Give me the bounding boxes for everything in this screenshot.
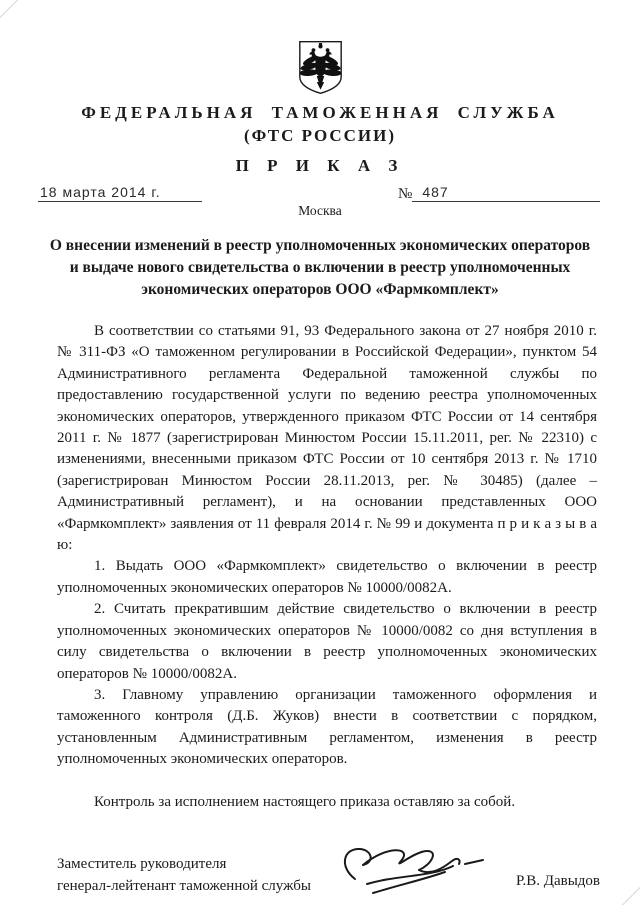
number-sign: № [398, 186, 413, 202]
date-field: 18 марта 2014 г. [38, 184, 202, 202]
title-line: экономических операторов ООО «Фармкомплект» [141, 281, 499, 298]
agency-abbreviation: (ФТС РОССИИ) [243, 126, 397, 145]
signer-name: Р.В. Давыдов [516, 872, 600, 889]
signature-block [0, 853, 640, 905]
title-line: и выдаче нового свидетельства о включении в реестр уполномоченных [69, 259, 571, 276]
signer-position-line: Заместитель руководителя [57, 855, 227, 872]
document-body [0, 321, 640, 813]
number-group [398, 184, 600, 202]
order-item-3: 3. Главному управлению организации таможенного оформления и таможенного контроля (Д.Б. Жуков) внести в соответствии с порядком, установленным Административным регламентом, изменения в реестр уполномоченных экономических операторов. [57, 686, 597, 768]
emblem-container [0, 0, 640, 95]
city-label: Москва [298, 203, 342, 218]
russia-coat-of-arms-icon [297, 40, 344, 95]
order-item-2: 2. Считать прекратившим действие свидетельство о включении в реестр уполномоченных экономических операторов № 10000/0082 со дня вступления в силу свидетельства о включении в реестр уполномоченных экономических операторов № 10000/0082А. [57, 601, 597, 682]
signer-position [57, 853, 311, 897]
agency-name: ФЕДЕРАЛЬНАЯ ТАМОЖЕННАЯ СЛУЖБА [81, 103, 559, 122]
date-number-row [0, 181, 640, 202]
signer-position-line: генерал-лейтенант таможенной службы [57, 877, 311, 894]
preamble-paragraph: В соответствии со статьями 91, 93 Федерального закона от 27 ноября 2010 г. № 311-ФЗ «О таможенном регулировании в Российской Федерации», пунктом 54 Административного регламента Федеральной таможенной службы по предоставлению государственной услуги по ведению реестра уполномоченных экономических операторов, утвержденного приказом ФТС России от 14 сентября 2011 г. № 1877 (зарегистрирован Минюстом России 15.11.2011, рег. № 22310) с изменениями, внесенными приказом ФТС России от 10 сентября 2013 г. № 1710 (зарегистрирован Минюстом России 28.11.2013, рег. № 30485) (далее – Административный регламент), и на основании представленных ООО «Фармкомплект» заявления от 11 февраля 2014 г. № 99 и документа п р и к а з ы в а ю: [57, 323, 597, 554]
document-type-heading: П Р И К А З [235, 156, 405, 175]
number-field: 487 [412, 184, 600, 202]
signature-container [311, 839, 516, 905]
document-title [0, 235, 640, 301]
order-item-1: 1. Выдать ООО «Фармкомплект» свидетельство о включении в реестр уполномоченных экономических операторов № 10000/0082А. [57, 558, 597, 596]
title-line: О внесении изменений в реестр уполномоченных экономических операторов [49, 237, 591, 254]
signature-image [333, 839, 493, 905]
control-clause: Контроль за исполнением настоящего приказа оставляю за собой. [94, 793, 516, 810]
